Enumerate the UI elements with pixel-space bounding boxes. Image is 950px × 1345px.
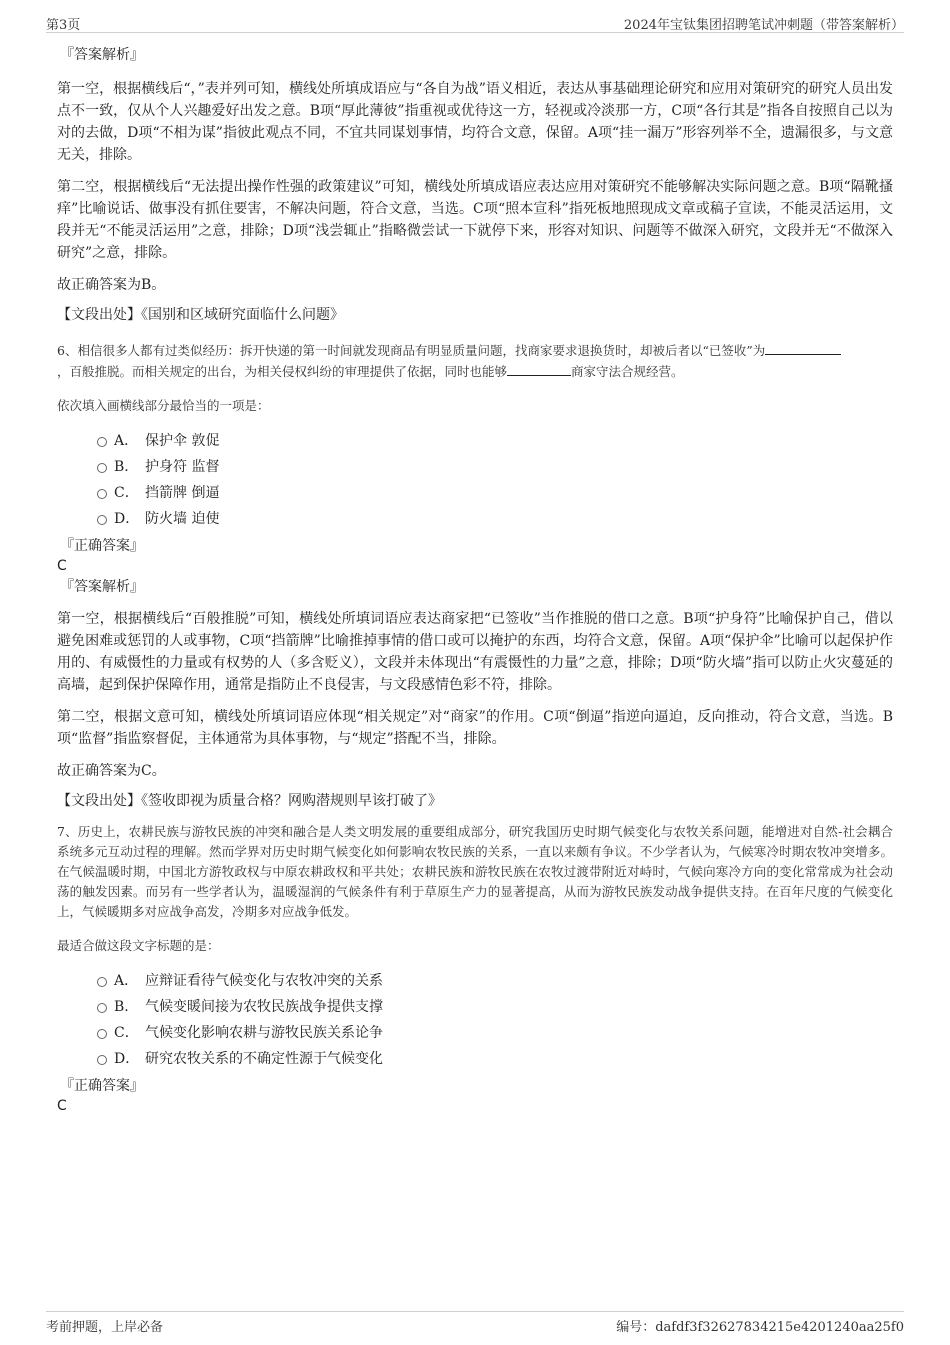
question-stem: 7、历史上，农耕民族与游牧民族的冲突和融合是人类文明发展的重要组成部分，研究我国历史时期气候变化与农牧关系问题，能增进对自然-社会耦合系统多元互动过程的理解。然而学界对历史时期气候变化如何影响农牧民族的关系，一直以来颇有争议。不少学者认为，气候寒冷时期农牧冲突增多。在气候温暖时期，中国北方游牧政权与中原农耕政权和平共处；农耕民族和游牧民族在农牧过渡带附近对峙时，气候向寒冷方向的变化常常成为社会动荡的触发因素。而另有一些学者认为，温暖湿润的气候条件有利于草原生产力的显著提高，从而为游牧民族发动战争提供支持。在百年尺度的气候变化上，气候暖期多对应战争高发，冷期多对应战争低发。 [57, 824, 893, 919]
question-6 [57, 340, 893, 812]
analysis-paragraph: 第一空，根据横线后“百般推脱”可知，横线处所填词语应表达商家把“已签收”当作推脱的借口之意。B项“护身符”比喻保护自己，借以避免困难或惩罚的人或事物，C项“挡箭牌”比喻推掉事情的借口或可以掩护的东西，均符合文意，保留。A项“保护伞”比喻可以起保护作用的、有威慑性的力量或有权势的人（多含贬义），文段并未体现出“有震慑性的力量”之意，排除；D项“防火墙”指可以防止火灾蔓延的高墙，起到保护保障作用，通常是指防止不良侵害，与文段感情色彩不符，排除。 [57, 611, 893, 693]
option-a[interactable]: A． 应辩证看待气候变化与农牧冲突的关系 [57, 968, 893, 994]
analysis-label: 『答案解析』 [60, 47, 144, 63]
option-b[interactable]: B. 气候变暖间接为农牧民族战争提供支撑 [57, 994, 893, 1020]
radio-icon[interactable] [97, 463, 107, 473]
analysis-paragraph: 第二空，根据横线后“无法提出操作性强的政策建议”可知，横线处所填成语应表达应用对策研究不能够解决实际问题之意。B项“隔靴搔痒”比喻说话、做事没有抓住要害，不解决问题，符合文意，当选。C项“照本宣科”指死板地照现成文章或稿子宣读，不能灵活运用，文段并无“不能灵活运用”之意，排除；D项“浅尝辄止”指略微尝试一下就停下来，形容对知识、问题等不做深入研究，文段并无“不做深入研究”之意，排除。 [57, 179, 893, 261]
option-d[interactable]: D． 防火墙 迫使 [57, 506, 893, 532]
radio-icon[interactable] [97, 437, 107, 447]
radio-icon[interactable] [97, 1029, 107, 1039]
option-b[interactable]: B. 护身符 监督 [57, 454, 893, 480]
option-c[interactable]: C． 挡箭牌 倒逼 [57, 480, 893, 506]
analysis-paragraph: 第二空，根据文意可知，横线处所填词语应体现“相关规定”对“商家”的作用。C项“倒逼”指逆向逼迫，反向推动，符合文意，当选。B项“监督”指监察督促，主体通常为具体事物，与“规定”搭配不当，排除。 [57, 709, 893, 747]
correct-answer: C [57, 558, 67, 574]
analysis-paragraph: 第一空，根据横线后“，”表并列可知，横线处所填成语应与“各自为战”语义相近，表达从事基础理论研究和应用对策研究的研究人员出发点不一致，仅从个人兴趣爱好出发之意。B项“厚此薄彼”指重视或优待这一方，轻视或冷淡那一方，C项“各行其是”指各自按照自己以为对的去做，D项“不相为谋”指彼此观点不同，不宜共同谋划事情，均符合文意，保留。A项“挂一漏万”形容列举不全，遗漏很多，与文意无关，排除。 [57, 81, 893, 163]
analysis-label: 『答案解析』 [60, 579, 144, 595]
options-list [57, 968, 893, 1072]
radio-icon[interactable] [97, 1055, 107, 1065]
correct-answer-label: 『正确答案』 [60, 538, 144, 554]
document-body [57, 44, 893, 1116]
answer-conclusion: 故正确答案为C。 [57, 763, 166, 779]
page-footer [46, 1311, 904, 1336]
options-list [57, 428, 893, 532]
footer-slogan: 考前押题，上岸必备 [46, 1320, 164, 1335]
option-a[interactable]: A． 保护伞 敦促 [57, 428, 893, 454]
fill-blank [507, 361, 571, 376]
radio-icon[interactable] [97, 1003, 107, 1013]
page-header [46, 12, 904, 33]
question-5-analysis [57, 44, 893, 326]
source-citation: 【文段出处】《国别和区域研究面临什么问题》 [57, 307, 344, 323]
document-serial: 编号：dafdf3f32627834215e4201240aa25f0 [616, 1320, 904, 1335]
radio-icon[interactable] [97, 515, 107, 525]
correct-answer-label: 『正确答案』 [60, 1078, 144, 1094]
document-title: 2024年宝钛集团招聘笔试冲刺题（带答案解析） [623, 18, 904, 33]
correct-answer: C [57, 1098, 67, 1114]
question-prompt: 依次填入画横线部分最恰当的一项是： [57, 398, 270, 413]
option-d[interactable]: D． 研究农牧关系的不确定性源于气候变化 [57, 1046, 893, 1072]
fill-blank [765, 340, 841, 355]
question-prompt: 最适合做这段文字标题的是： [57, 938, 220, 953]
answer-conclusion: 故正确答案为B。 [57, 277, 166, 293]
radio-icon[interactable] [97, 489, 107, 499]
page-number: 第3页 [46, 18, 81, 33]
question-7 [57, 822, 893, 1116]
source-citation: 【文段出处】《签收即视为质量合格？网购潜规则早该打破了》 [57, 793, 442, 809]
radio-icon[interactable] [97, 977, 107, 987]
question-stem: 6、相信很多人都有过类似经历：拆开快递的第一时间就发现商品有明显质量问题，找商家要求退换货时，却被后者以“已签收”为 ，百般推脱。而相关规定的出台，为相关侵权纠纷的审理提供了依据，同时也能够 商家守法合规经营。 [57, 340, 893, 382]
option-c[interactable]: C． 气候变化影响农耕与游牧民族关系论争 [57, 1020, 893, 1046]
